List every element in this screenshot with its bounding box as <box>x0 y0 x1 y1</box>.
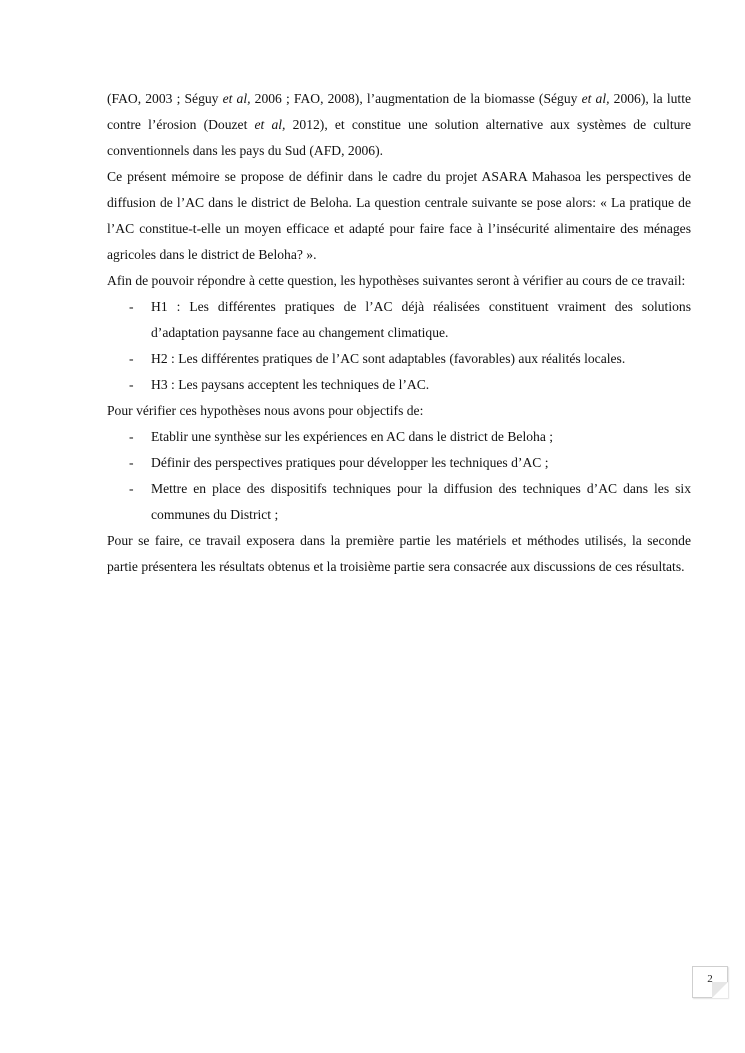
list-item <box>107 450 691 476</box>
page-curl-icon <box>712 982 728 998</box>
bullet-dash: - <box>129 377 134 392</box>
intro-segment-italic: et al, <box>254 117 286 132</box>
intro-segment-italic: et al, <box>581 91 610 106</box>
intro-segment: 2012), et constitue une solution alternative aux systèmes de culture conventionnels dans les pays du Sud (AFD, 2006). <box>107 117 691 158</box>
bullet-dash: - <box>129 299 134 314</box>
page-number: 2 <box>707 973 713 985</box>
intro-segment: (FAO, 2003 ; Séguy <box>107 91 223 106</box>
intro-paragraph <box>107 86 691 164</box>
list-item <box>107 346 691 372</box>
present-paragraph: Ce présent mémoire se propose de définir dans le cadre du projet ASARA Mahasoa les perspectives de diffusion de l’AC dans le district de Beloha. La question centrale suivante se pose alors: « La pratique de l’AC constitue-t-elle un moyen efficace et adapté pour faire face à l’insécurité alimentaire des ménages agricoles dans le district de Beloha? ». <box>107 169 691 262</box>
list-item <box>107 476 691 528</box>
objective-text: Définir des perspectives pratiques pour développer les techniques d’AC ; <box>151 455 549 470</box>
page-number-badge <box>692 966 728 998</box>
list-item <box>107 424 691 450</box>
list-item <box>107 294 691 346</box>
bullet-dash: - <box>129 429 134 444</box>
page-content <box>107 86 691 580</box>
objectives-list <box>107 424 691 528</box>
conclusion-paragraph: Pour se faire, ce travail exposera dans la première partie les matériels et méthodes utilisés, la seconde partie présentera les résultats obtenus et la troisième partie sera consacrée aux discussions de ces résultats. <box>107 533 691 574</box>
objective-text: Etablir une synthèse sur les expériences en AC dans le district de Beloha ; <box>151 429 554 444</box>
intro-segment-italic: et al, <box>222 91 251 106</box>
hypothesis-text: H3 : Les paysans acceptent les techniques de l’AC. <box>151 377 430 392</box>
objective-text: Mettre en place des dispositifs techniques pour la diffusion des techniques d’AC dans les six communes du District ; <box>151 481 691 522</box>
bullet-dash: - <box>129 351 134 366</box>
hypotheses-intro: Afin de pouvoir répondre à cette question, les hypothèses suivantes seront à vérifier au cours de ce travail: <box>107 273 686 288</box>
hypotheses-list <box>107 294 691 398</box>
bullet-dash: - <box>129 481 134 496</box>
hypothesis-text: H2 : Les différentes pratiques de l’AC sont adaptables (favorables) aux réalités locales. <box>151 351 626 366</box>
objectives-intro: Pour vérifier ces hypothèses nous avons pour objectifs de: <box>107 403 424 418</box>
list-item <box>107 372 691 398</box>
intro-segment: 2006), la lutte contre l’érosion (Douzet <box>107 91 692 132</box>
hypothesis-text: H1 : Les différentes pratiques de l’AC déjà réalisées constituent vraiment des solutions d’adaptation paysanne face au changement climatique. <box>151 299 691 340</box>
bullet-dash: - <box>129 455 134 470</box>
intro-segment: 2006 ; FAO, 2008), l’augmentation de la biomasse (Séguy <box>250 91 582 106</box>
